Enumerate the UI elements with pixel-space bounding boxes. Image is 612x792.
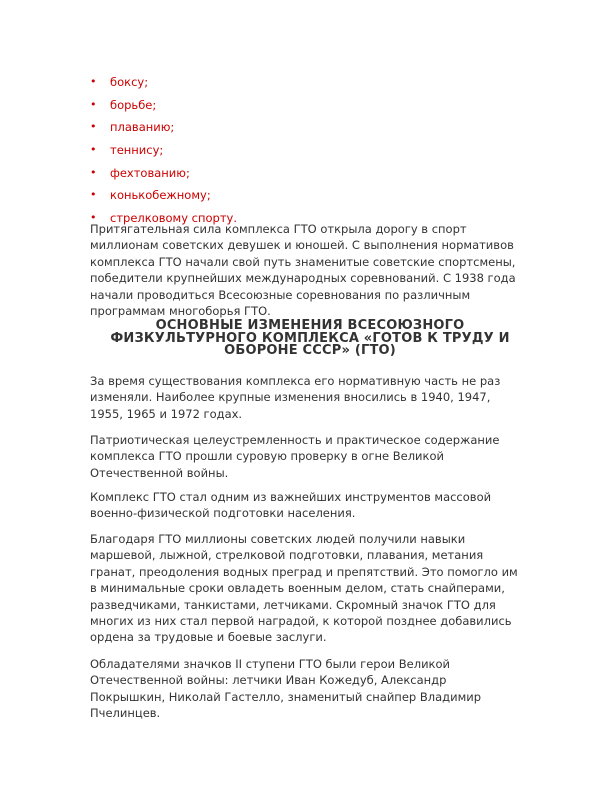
paragraph: Обладателями значков II ступени ГТО были герои Великой Отечественной войны: летчики Иван Кожедуб, Александр Покрышкин, Николай Гастелло, знаменитый снайпер Владимир Пчелинцев. <box>90 657 482 721</box>
list-item-text: фехтованию; <box>110 165 190 180</box>
paragraph: Комплекс ГТО стал одним из важнейших инструментов массовой военно-физической подготовки населения. <box>90 490 492 521</box>
list-item-text: боксу; <box>110 75 149 89</box>
list-item-text: плаванию; <box>110 120 175 135</box>
sports-list <box>90 72 237 231</box>
paragraph: Патриотическая целеустремленность и практическое содержание комплекса ГТО прошли суровую проверку в огне Великой Отечественной войны. <box>90 433 500 480</box>
list-item <box>90 163 237 186</box>
bullet-icon: • <box>90 143 97 157</box>
intro-paragraph: Притягательная сила комплекса ГТО открыла дорогу в спорт миллионам советских девушек и юношей. С выполнения нормативов комплекса ГТО начали свой путь знаменитые советские спортсмены, победители крупнейших международных соревнований. С 1938 года начали проводиться Всесоюзные соревнования по различным программам многоборья ГТО. <box>90 222 516 319</box>
bullet-icon: • <box>90 188 97 202</box>
bullet-icon: • <box>90 75 97 88</box>
paragraph: За время существования комплекса его нормативную часть не раз изменяли. Наиболее крупные изменения вносились в 1940, 1947, 1955, 1965 и 1972 годах. <box>90 374 501 421</box>
list-item <box>90 140 237 163</box>
list-item-text: конькобежному; <box>110 188 211 203</box>
list-item <box>90 72 237 95</box>
bullet-icon: • <box>90 211 97 225</box>
bullet-icon: • <box>90 97 97 111</box>
list-item-text: борьбе; <box>110 97 157 112</box>
paragraph: Благодаря ГТО миллионы советских людей получили навыки маршевой, лыжной, стрелковой подготовки, плавания, метания гранат, преодоления водных преград и препятствий. Это помогло им в минимальные сроки овладеть военным делом, стать снайперами, разведчиками, танкистами, летчиками. Скромный значок ГТО для многих из них стал первой наградой, к которой позднее добавились ордена за трудовые и боевые заслуги. <box>90 532 518 645</box>
list-item <box>90 95 237 118</box>
list-item-text: стрелковому спорту. <box>110 211 238 226</box>
bullet-icon: • <box>90 165 97 179</box>
list-item <box>90 117 237 140</box>
list-item <box>90 185 237 208</box>
list-item-text: теннису; <box>110 143 164 158</box>
section-heading: ОСНОВНЫЕ ИЗМЕНЕНИЯ ВСЕСОЮЗНОГО ФИЗКУЛЬТУРНОГО КОМПЛЕКСА «ГОТОВ К ТРУДУ И ОБОРОНЕ СССР» (ГТО) <box>110 318 510 358</box>
bullet-icon: • <box>90 120 97 134</box>
